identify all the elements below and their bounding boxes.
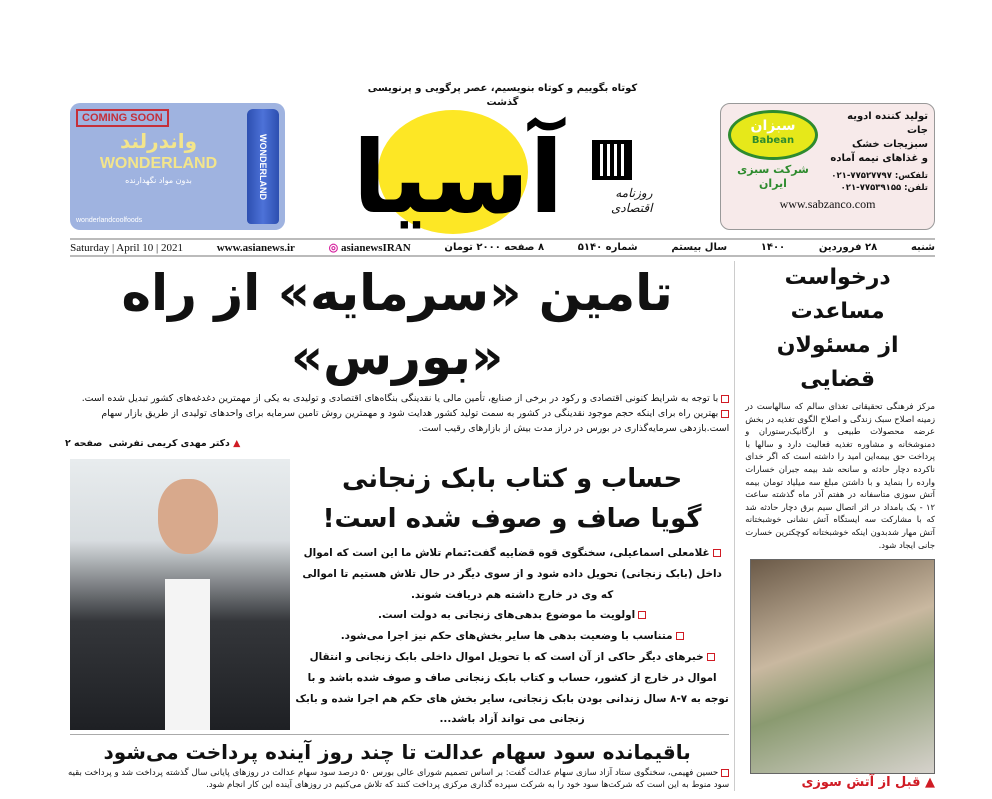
logo-subtitle: روزنامه اقتصادی xyxy=(611,186,653,215)
bullet-square-icon xyxy=(676,632,684,640)
ad-line: و غذاهای نیمه آماده xyxy=(830,153,928,164)
bullet-item xyxy=(295,543,729,605)
section-divider xyxy=(70,734,729,735)
page-reference[interactable]: صفحه ۲ xyxy=(65,438,103,449)
side-headline-line: از مسئولان قضایی xyxy=(776,333,899,392)
ad-contact xyxy=(823,170,928,194)
side-body: مرکز فرهنگی تحقیقاتی تغذای سالم که سالهاست در زمینه اصلاح سبک زندگی و اصلاح الگوی تغذیه در بخش عرضه محصولات طبیعی و ارگانیک‌رستوران و دمنوشخانه و مشاوره تغذیه فعالیت دارد و سالها با پرداخت حق بیمه‌این امید را داشته است که اگر خدای ناکرده دچار حادثه و سانحه شد بیمه جبران خسارات وارده را بنماید و با داشتن مبلغ سه میلیاد تومان بیمه آتش سوزی متاسفانه در هفتم آذر ماه گذشته ساعت ۱۲ - یک بامداد در اثر اتصال سیم برق دچار حادثه شد که با مشارکت سه ایستگاه آتش نشانی خوشبختانه آتش مهار شدبدون اینکه خوشبختانه کوچکترین خسارت جانی ایجاد شود. xyxy=(745,401,936,550)
ad-brand-en: Babean xyxy=(751,135,795,146)
bullet-item xyxy=(295,647,729,730)
logo-side xyxy=(572,140,653,216)
ad-phone: تلفن: ۷۷۵۳۹۱۵۵-۰۲۱ xyxy=(840,183,928,193)
byline xyxy=(65,436,729,451)
ad-top xyxy=(727,110,928,194)
ad-info-column xyxy=(823,110,928,194)
bullet-item xyxy=(295,605,729,626)
side-photo-caption xyxy=(740,775,935,791)
tagline: کوتاه بگوییم و کوتاه بنویسیم، عصر پرگویی و پرنویسی گذشت xyxy=(367,83,638,108)
ad-brand-fa: سبزان xyxy=(750,118,796,134)
instagram-icon: ◎ xyxy=(328,242,339,254)
side-headline-line: درخواست مساعدت xyxy=(784,265,891,324)
main-column xyxy=(65,261,729,791)
date-day: شنبه xyxy=(910,242,935,253)
bullet-text: اولویت ما موضوع بدهی‌های زنجانی به دولت است. xyxy=(378,609,636,622)
caption-text: قبل از آتش سوزی xyxy=(801,775,921,791)
bullet-square-icon xyxy=(721,395,729,403)
shirt-shape xyxy=(165,579,210,730)
date-fa: ۲۸ فروردین xyxy=(818,242,878,253)
ad-website[interactable]: www.sabzanco.com xyxy=(779,197,876,211)
story2-bullets xyxy=(295,543,729,730)
sabzan-logo xyxy=(728,110,818,160)
volume: سال بیستم xyxy=(671,242,728,253)
zanjani-photo xyxy=(70,459,290,730)
pages-price: ۸ صفحه ۲۰۰۰ تومان xyxy=(444,242,545,253)
wonderland-ad[interactable] xyxy=(70,103,285,230)
restaurant-photo xyxy=(750,559,935,774)
lead-paragraph: بهترین راه برای اینکه حجم موجود نقدینگی در کشور به سمت تولید کشور هدایت شود و مهمترین روش تامین سرمایه برای واحدهای تولیدی از طریق بازار سهام است.بازدهی سرمایه‌گذاری در بورس در دراز مدت بیش از بازارهای رقیب است. xyxy=(101,408,730,434)
header xyxy=(65,62,935,234)
coming-soon-stamp: COMING SOON xyxy=(76,109,169,127)
bullet-item xyxy=(295,626,729,647)
issue-number: شماره ۵۱۴۰ xyxy=(577,242,638,253)
story2-headline[interactable] xyxy=(295,459,729,539)
ad-text-block xyxy=(76,109,241,224)
ad-instagram: wonderlandcoolfoods xyxy=(76,217,143,224)
ad-slogan: بدون مواد نگهدارنده xyxy=(125,176,192,185)
headline-line: حساب و کتاب بابک زنجانی xyxy=(341,464,683,494)
bullet-square-icon xyxy=(638,611,646,619)
ad-brand-en: WONDERLAND xyxy=(99,155,218,172)
main-headline[interactable]: تامین «سرمایه» از راه «بورس» xyxy=(121,264,673,386)
triangle-icon: ▲ xyxy=(925,775,936,791)
column-divider xyxy=(734,261,735,791)
author: دکتر مهدی کریمی تفرشی xyxy=(108,438,230,449)
side-headline[interactable] xyxy=(740,261,935,397)
ad-line: سبزیجات خشک xyxy=(851,139,928,150)
story2-row xyxy=(65,459,729,730)
face-shape xyxy=(158,479,218,554)
bullet-text: متناسب با وضعیت بدهی ها سایر بخش‌های حکم نیز اجرا می‌شود. xyxy=(340,630,673,643)
bullet-square-icon xyxy=(707,653,715,661)
story3-text: حسین فهیمی، سخنگوی ستاد آزاد سازی سهام عدالت گفت: بر اساس تصمیم شورای عالی بورس ۵۰ درصد سود سهام عدالت در روزهای پایانی سال گذشته پرداخت شد و پرداخت بقیه سود منوط به این است که شرکت‌ها سود خود را به شرکت سپرده گذاری مرکزی پرداخت کنند که تلاش می‌کنیم در روزهای آینده این کار انجام شود. xyxy=(67,768,730,791)
instagram-text: asianewsIRAN xyxy=(341,242,411,254)
side-column xyxy=(740,261,935,791)
ad-brand-fa: واندرلند xyxy=(119,129,198,153)
bottle-image xyxy=(247,109,279,224)
lead-paragraph: با توجه به شرایط کنونی اقتصادی و رکود در برخی از صنایع، تأمین مالی یا نقدینگی بنگاه‌های اقتصادی و تولیدی به یکی از مهمترین دغدغه‌های کشور تبدیل شده است. xyxy=(81,393,719,404)
ad-company: شرکت سبزی ایران xyxy=(737,163,809,190)
masthead xyxy=(353,62,653,234)
ad-fax: تلفکس: ۷۷۵۲۷۷۹۷-۰۲۱ xyxy=(831,171,928,181)
ad-brand-column xyxy=(727,110,819,194)
website-link[interactable]: www.asianews.ir xyxy=(216,241,295,254)
instagram-handle[interactable] xyxy=(329,241,411,254)
sabzan-ad[interactable] xyxy=(720,103,935,230)
headline-line: گویا صاف و صوف شده است! xyxy=(322,504,702,534)
bottle-label: WONDERLAND xyxy=(258,133,268,200)
newspaper-logo: آسیا xyxy=(352,119,564,236)
ad-line: تولید کننده ادویه جات xyxy=(847,111,928,136)
story3-headline[interactable]: باقیمانده سود سهام عدالت تا چند روز آینده پرداخت می‌شود xyxy=(103,740,691,765)
qr-code-icon[interactable] xyxy=(592,140,632,180)
bullet-square-icon xyxy=(721,410,729,418)
date-en: Saturday | April 10 | 2021 xyxy=(70,241,183,254)
logo-row xyxy=(353,114,653,242)
ad-products xyxy=(823,110,928,166)
bullet-square-icon xyxy=(721,769,729,777)
story2 xyxy=(295,459,729,730)
story3-body xyxy=(65,767,729,791)
triangle-icon: ▲ xyxy=(233,438,241,449)
content xyxy=(65,261,935,791)
bullet-square-icon xyxy=(713,549,721,557)
main-lead xyxy=(65,391,729,451)
date-year: ۱۴۰۰ xyxy=(760,242,786,253)
bullet-text: غلامعلی اسماعیلی، سخنگوی قوه قضاییه گفت:تمام تلاش ما این است که اموال داخل (بابک زنجانی) تحویل داده شود و از سوی دیگر در حال تلاش هستیم تا اموالی که وی در خارج داشته هم دریافت شوند. xyxy=(302,547,722,601)
bullet-text: خبرهای دیگر حاکی از آن است که با تحویل اموال داخلی بابک زنجانی و انتقال اموال در خارج از کشور، حساب و کتاب بابک زنجانی صاف و صوف شده باشد و با توجه به ۷-۸ سال زندانی بودن بابک زنجانی، سایر بخش های حکم هم اجرا شده و بابک زنجانی می تواند آزاد باشد... xyxy=(295,650,729,726)
